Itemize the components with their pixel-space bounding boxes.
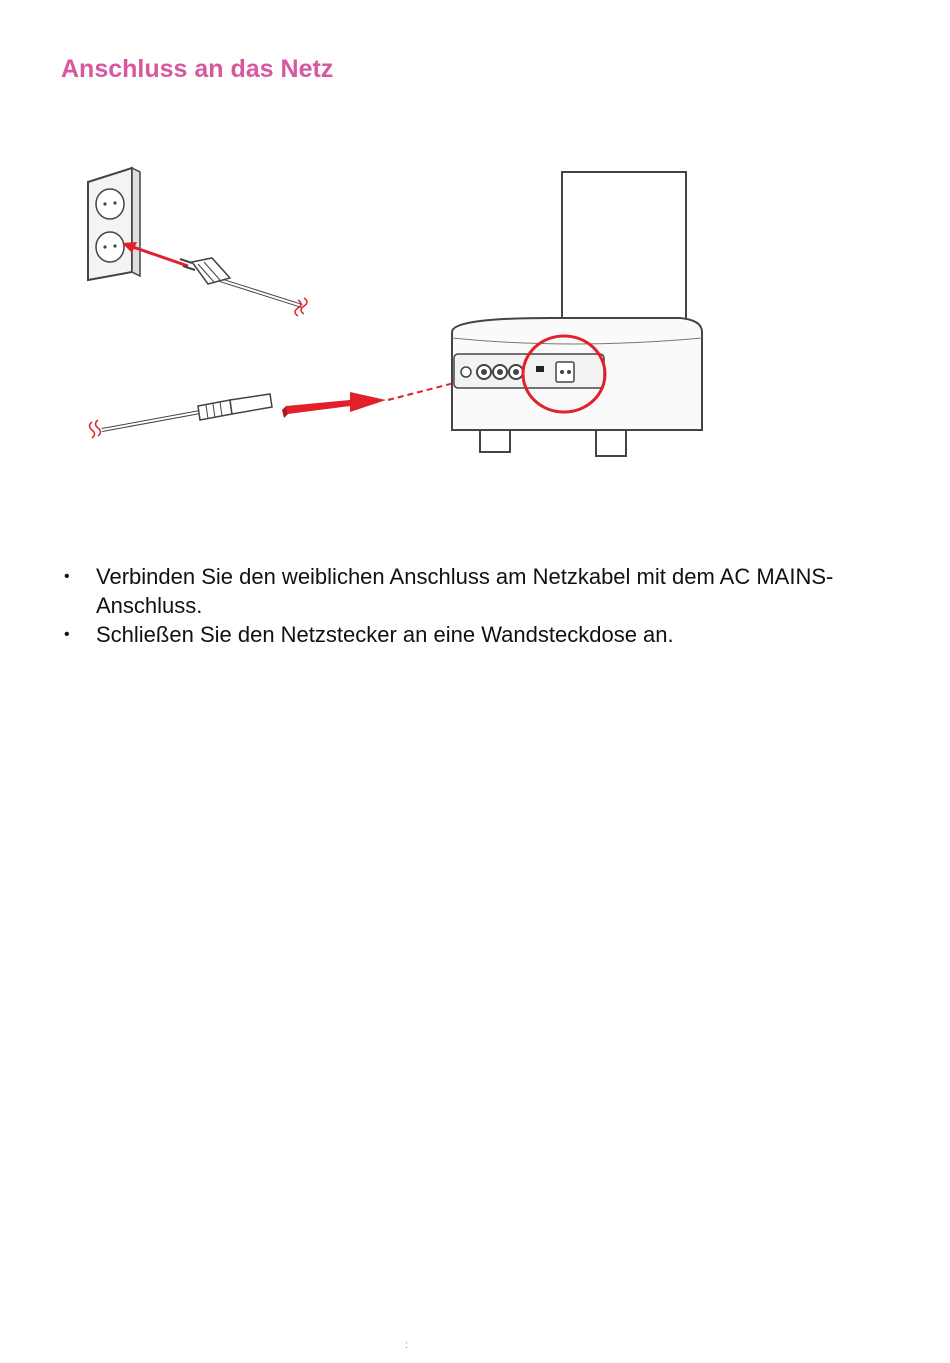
wall-outlet-icon — [88, 168, 140, 280]
instruction-item: • Verbinden Sie den weiblichen Anschluss am Netzkabel mit dem AC MAINS-Anschluss. — [62, 562, 842, 620]
power-plug-icon — [180, 258, 307, 316]
connect-direction-arrow-icon — [282, 382, 458, 418]
speaker-base-icon — [452, 172, 702, 456]
page-title: Anschluss an das Netz — [61, 55, 334, 83]
power-connection-illustration — [80, 160, 710, 470]
instruction-list — [62, 562, 842, 649]
power-connector-icon — [90, 394, 273, 438]
instruction-item: • Schließen Sie den Netzstecker an eine Wandsteckdose an. — [62, 620, 842, 649]
page-marker: : — [405, 1340, 408, 1351]
